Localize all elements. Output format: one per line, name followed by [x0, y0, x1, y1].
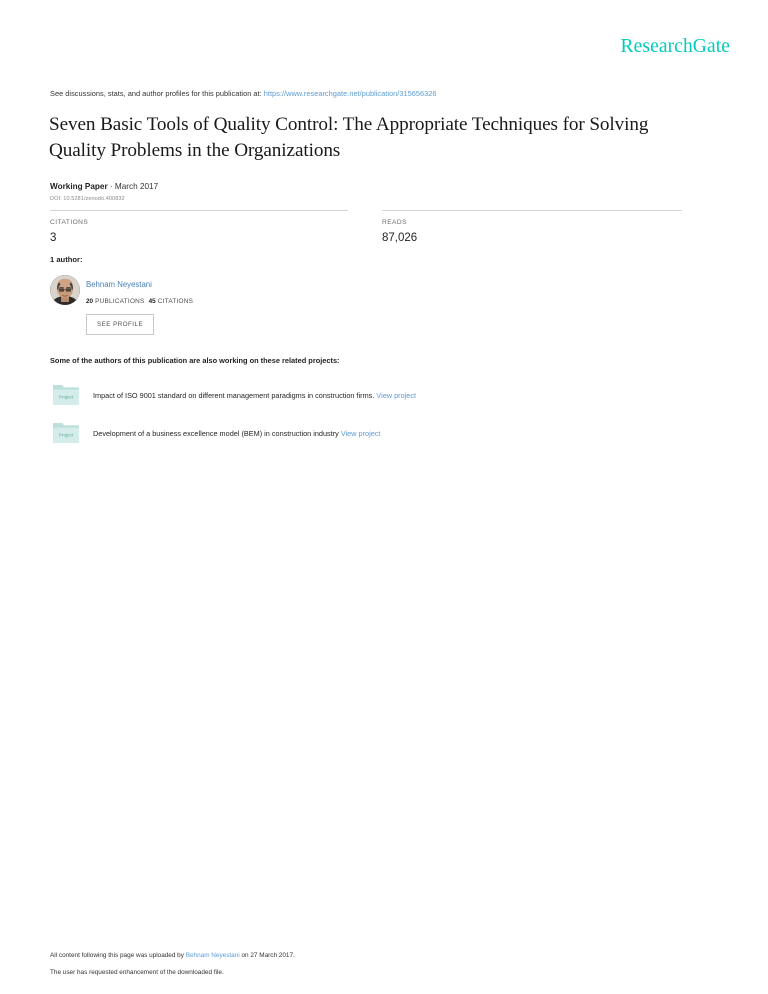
list-item — [50, 381, 690, 411]
discussion-prefix-text: See discussions, stats, and author profiles for this publication at: — [50, 89, 262, 98]
publication-date: March 2017 — [114, 182, 159, 191]
list-item — [50, 419, 690, 449]
enhancement-note: The user has requested enhancement of the downloaded file. — [50, 969, 224, 976]
reads-value: 87,026 — [382, 232, 418, 244]
discussion-line — [50, 89, 437, 99]
publication-doi: DOI: 10.5281/zenodo.400832 — [50, 196, 125, 202]
reads-label: READS — [382, 219, 407, 226]
author-publications-label: PUBLICATIONS — [95, 298, 145, 305]
upload-info-line — [50, 951, 295, 960]
related-projects-heading: Some of the authors of this publication are also working on these related projects: — [50, 356, 340, 365]
citations-label: CITATIONS — [50, 219, 89, 226]
project-text — [93, 429, 380, 439]
project-folder-icon[interactable] — [52, 381, 80, 407]
citations-value: 3 — [50, 232, 57, 244]
svg-text:Project: Project — [58, 394, 74, 400]
svg-text:Project: Project — [58, 432, 74, 438]
author-name-link[interactable]: Behnam Neyestani — [86, 280, 152, 289]
citations-stat-column — [50, 210, 348, 245]
project-title: Development of a business excellence model (BEM) in construction industry — [93, 429, 339, 438]
avatar[interactable] — [50, 275, 80, 305]
authors-heading: 1 author: — [50, 255, 83, 264]
reads-stat-column — [382, 210, 682, 245]
reads-divider — [382, 210, 682, 211]
publication-date-separator: · — [107, 182, 115, 191]
publication-meta — [50, 181, 158, 192]
author-stats — [86, 298, 450, 305]
researchgate-logo[interactable]: ResearchGate — [620, 36, 730, 57]
project-folder-icon[interactable] — [52, 419, 80, 445]
project-text — [93, 391, 416, 401]
upload-prefix-text: All content following this page was uploaded by — [50, 952, 186, 959]
author-citations-count: 45 — [148, 298, 156, 305]
footer-author-link[interactable]: Behnam Neyestani — [185, 952, 240, 959]
page-title: Seven Basic Tools of Quality Control: The Appropriate Techniques for Solving Quality Problems in the Organizations — [49, 114, 649, 161]
project-title: Impact of ISO 9001 standard on different management paradigms in construction firms. — [93, 391, 375, 400]
author-publications-count: 20 — [86, 298, 94, 305]
view-project-link[interactable]: View project — [340, 429, 381, 438]
author-info — [86, 274, 450, 335]
see-profile-button[interactable]: SEE PROFILE — [86, 314, 154, 335]
citations-divider — [50, 210, 348, 211]
publication-url-link[interactable]: https://www.researchgate.net/publication/315656326 — [263, 89, 437, 98]
upload-suffix-text: on 27 March 2017. — [239, 952, 295, 959]
publication-type: Working Paper — [50, 182, 108, 191]
author-citations-label: CITATIONS — [157, 298, 194, 305]
author-entry — [50, 274, 450, 335]
view-project-link[interactable]: View project — [376, 391, 417, 400]
